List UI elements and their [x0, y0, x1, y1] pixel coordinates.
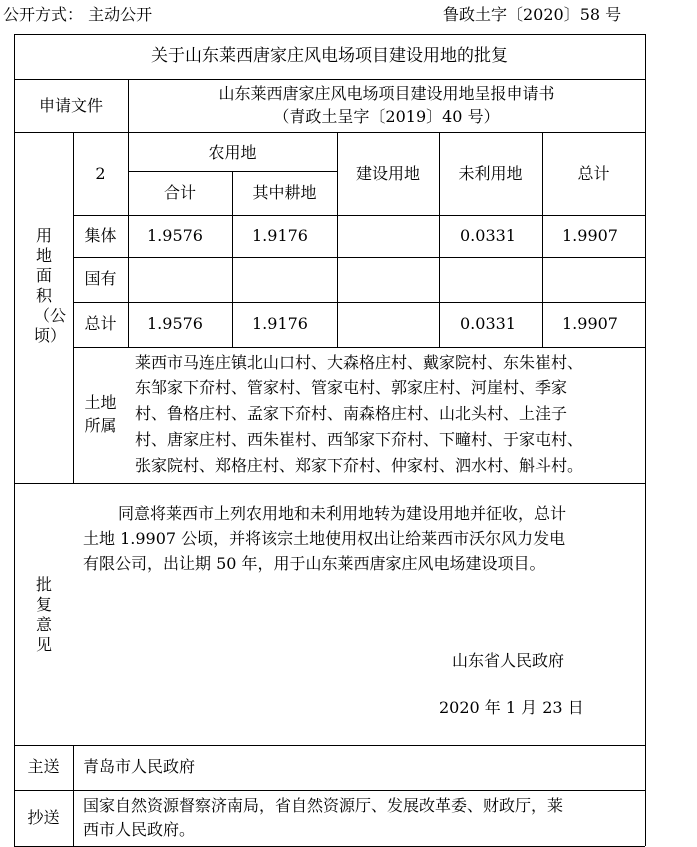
row-label: 国有	[84, 269, 117, 288]
location-line: 村、鲁格庄村、孟家下夼村、南森格庄村、山北头村、上洼子	[135, 404, 568, 423]
cell-total: 1.9907	[562, 314, 618, 333]
application-value-line2: （青政土呈字〔2019〕40 号）	[273, 107, 500, 126]
disclosure-method: 公开方式： 主动公开	[3, 5, 153, 24]
cell-subtotal: 1.9576	[147, 314, 203, 333]
cell-unused: 0.0331	[460, 314, 516, 333]
opinion-label: 批复意见	[35, 575, 52, 654]
main-recipient: 青岛市人民政府	[83, 757, 196, 776]
opinion-line: 土地 1.9907 公顷，并将该宗土地使用权出让给莱西市沃尔风力发电	[83, 529, 566, 548]
corner-number: 2	[95, 164, 106, 183]
cc-line1: 国家自然资源督察济南局，省自然资源厅、发展改革委、财政厅，莱	[83, 796, 564, 815]
main-recipient-label: 主送	[27, 757, 60, 776]
header-unused-land: 未利用地	[458, 164, 523, 183]
application-label: 申请文件	[38, 96, 103, 115]
header-subtotal: 合计	[163, 183, 196, 202]
location-line: 张家院村、郑格庄村、郑家下夼村、仲家村、泗水村、斛斗村。	[135, 456, 584, 475]
application-value-line1: 山东莱西唐家庄风电场项目建设用地呈报申请书	[218, 84, 555, 103]
cell-farmland: 1.9176	[252, 314, 308, 333]
land-area-label: 用地面积（公顷）	[34, 226, 67, 345]
cell-total: 1.9907	[562, 226, 618, 245]
location-label-line2: 所属	[84, 416, 117, 435]
cell-subtotal: 1.9576	[147, 226, 203, 245]
row-label: 集体	[84, 226, 117, 245]
location-label-line1: 土地	[84, 393, 117, 412]
document-number: 鲁政土字〔2020〕58 号	[443, 5, 622, 24]
row-label: 总计	[84, 314, 117, 333]
issue-date: 2020 年 1 月 23 日	[439, 698, 584, 717]
cc-line2: 西市人民政府。	[83, 820, 196, 839]
opinion-line: 同意将莱西市上列农用地和未利用地转为建设用地并征收，总计	[118, 504, 567, 523]
opinion-line: 有限公司，出让期 50 年，用于山东莱西唐家庄风电场建设项目。	[83, 554, 546, 573]
cell-farmland: 1.9176	[252, 226, 308, 245]
location-line: 莱西市马连庄镇北山口村、大森格庄村、戴家院村、东朱崔村、	[135, 353, 584, 372]
cell-unused: 0.0331	[460, 226, 516, 245]
header-farmland: 其中耕地	[252, 183, 317, 202]
issuer: 山东省人民政府	[452, 651, 565, 670]
header-total: 总计	[577, 164, 610, 183]
location-line: 村、唐家庄村、西朱崔村、西邹家下夼村、下疃村、于家屯村、	[135, 430, 584, 449]
header-construction-land: 建设用地	[355, 164, 420, 183]
document-title: 关于山东莱西唐家庄风电场项目建设用地的批复	[151, 46, 508, 66]
location-line: 东邹家下夼村、管家村、管家屯村、郭家庄村、河崖村、季家	[135, 378, 568, 397]
header-agricultural-land: 农用地	[208, 143, 257, 162]
cc-label: 抄送	[27, 808, 60, 827]
